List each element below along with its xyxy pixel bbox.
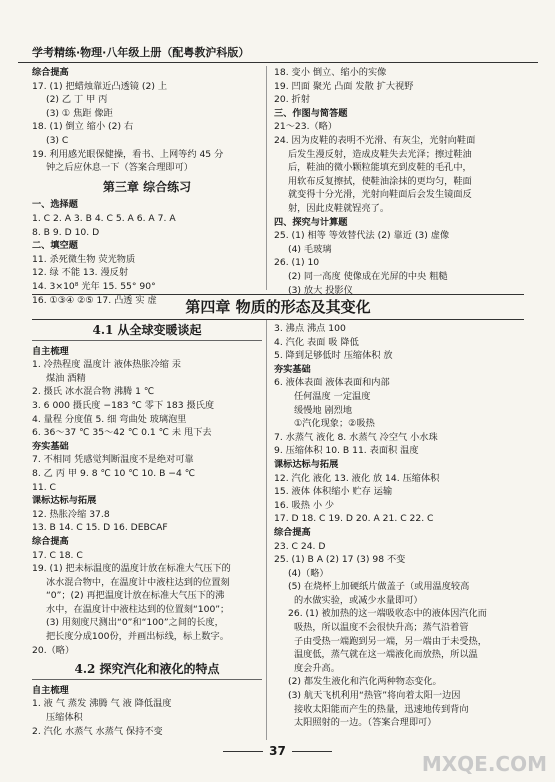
answer-line: 26. (1) 10 [274,257,320,269]
answer-line: 温度低，蒸气就在这一端液化而放热，所以温 [294,649,478,661]
answer-line: 6. 液体表面 液体表面和内部 [274,377,390,389]
answer-line: 20. 折射 [274,94,310,106]
answer-line: 16. 吸热 小 少 [274,499,335,511]
chapter3-answers [32,198,262,307]
page-number: 37 [0,744,555,758]
answer-line: (2) 同一高度 使像成在光屏的中央 粗糙 [288,270,448,282]
section-4-1-title: 4.1 从全球变暖谈起 [32,324,262,341]
answer-line: (3) ① 焦距 像距 [46,107,113,119]
section-label: 自主梳理 [32,684,69,696]
answer-line: 水中，在温度计中液柱达到的位置刻“100”； [46,603,230,615]
answer-line: 4. 量程 分度值 5. 细 弯曲处 玻璃泡里 [32,413,187,425]
section-label: 课标达标与拓展 [274,458,339,470]
answer-line: 24. 因为皮鞋的表明不光滑、有灰尘，光射向鞋面 [274,134,476,146]
answer-line: 压缩体积 [46,712,83,724]
answer-line: 12. 汽化 液化 13. 液化 放 14. 压缩体积 [274,472,440,484]
header-title: 学考精练·物理·八年级上册（配粤教沪科版） [32,46,250,59]
answer-line: (2) 都发生液化和汽化两种物态变化。 [288,676,442,688]
answer-line: 13. B 14. C 15. D 16. DEBCAF [32,522,168,534]
chapter4-banner [32,294,524,320]
answer-line: 7. 水蒸气 液化 8. 水蒸气 冷空气 小水珠 [274,431,438,443]
answer-line: 射，因此皮鞋就锃亮了。 [288,202,390,214]
section-label: 课标达标与拓展 [32,495,97,507]
answer-line: 3. 沸点 沸点 100 [274,323,346,334]
answer-line: 8. B 9. D 10. D [32,226,100,238]
answer-line: 17. D 18. C 19. D 20. A 21. C 22. C [274,513,434,525]
answer-line: 17. C 18. C [32,549,83,561]
section-label: 夯实基础 [274,363,311,375]
column-divider-lower [266,320,267,740]
answer-line: 接收太阳能而产生的热量，迅速地传到背向 [294,703,469,715]
answer-line: 12. 热胀冷缩 37.8 [32,508,110,520]
right-column [274,66,524,297]
answer-line: 把长度分成100份，并画出标线，标上数字。 [46,631,229,643]
section-4-2-answers [32,684,262,738]
answer-line: 1. 液 气 蒸发 沸腾 气 液 降低温度 [32,698,172,710]
answer-line: 后发生漫反射，造成皮鞋失去光泽；擦过鞋油 [288,148,472,160]
top-right-answers [274,66,524,297]
answer-line: “0”；(2) 再把温度计放在标准大气压下的沸 [46,590,225,602]
answer-line: 子由受热一端跑到另一端，另一端由于未受热， [294,635,487,647]
answer-line: ①汽化现象；②吸热 [294,418,375,430]
answer-line: 吸热，所以温度不会很快升高；蒸气沿着管 [294,622,469,634]
section-label: 综合提高 [32,535,69,547]
answer-line: (2) 乙 丁 甲 丙 [46,94,108,106]
answer-line: 18. 变小 倒立、缩小的实像 [274,67,387,78]
answer-line: 25. (1) 相等 等效替代法 (2) 靠近 (3) 虚像 [274,230,450,242]
top-left-answers [32,66,262,175]
answer-line: 11. C [32,481,56,493]
answer-line: 26. (1) 被加热的这一端吸收态中的液体因汽化而 [288,608,487,620]
answer-line: 9. 压缩体积 10. B 11. 表面积 温度 [274,445,419,457]
answer-line: 19. 利用感光眼保健操，看书、上网等约 45 分 [32,148,224,160]
section-4-2-title: 4.2 探究汽化和液化的特点 [32,663,262,680]
answer-line: 19. 凹面 聚光 凸面 发散 扩大视野 [274,80,414,92]
answer-line: 21～23.（略） [274,121,338,133]
answer-line: 18. (1) 倒立 缩小 (2) 右 [32,121,134,133]
section-label: 自主梳理 [32,345,69,357]
answer-line: 2. 摄氏 冰水混合物 沸腾 1 ℃ [32,386,155,398]
bottom-right-answers [274,322,524,730]
answer-line: 1. C 2. A 3. B 4. C 5. A 6. A 7. A [32,212,176,224]
answer-line: (5) 在烧杯上加硬纸片做盖子（或用温度较高 [288,581,470,593]
section-label: 夯实基础 [32,440,69,452]
answer-line: 太阳照射的一边。（答案合理即可） [294,717,437,729]
answer-line: 11. 杀死微生物 荧光物质 [32,253,136,265]
section-label: 综合提高 [274,526,311,538]
answer-line: (4) 毛玻璃 [288,243,332,255]
page-header [18,42,538,63]
answer-line: 的水做实验，或减少水量即可） [294,594,423,606]
answer-line: 2. 汽化 水蒸气 水蒸气 保持不变 [32,725,163,737]
left-column-lower [32,322,262,738]
answer-line: (3) 航天飞机利用“热管”将向着太阳一边因 [288,690,461,702]
answer-line: 任何温度 一定温度 [294,390,371,402]
answer-line: 7. 不相同 凭感觉判断温度不是绝对可靠 [32,454,194,466]
answer-line: (3) C [46,134,69,146]
answer-line: 12. 绿 不能 13. 漫反射 [32,267,129,279]
section-label: 综合提高 [32,67,69,78]
answer-line: 1. 冷热程度 温度计 液体热胀冷缩 汞 [32,359,182,371]
answer-line: 8. 乙 丙 甲 9. 8 ℃ 10 ℃ 10. B −4 ℃ [32,467,196,479]
answer-line: 钟之后应休息一下（答案合理即可） [46,162,193,174]
answer-line: 17. (1) 把蜡烛靠近凸透镜 (2) 上 [32,80,168,92]
answer-line: 15. 液体 体积缩小 贮存 运输 [274,486,393,498]
answer-line: 20.（略） [32,644,75,656]
answer-line: 后，鞋油的微小颗粒能填充到皮鞋的毛孔中， [288,162,472,174]
chapter4-title: 第四章 物质的形态及其变化 [185,298,371,316]
answer-line: 6. 36～37 ℃ 35～42 ℃ 0.1 ℃ 未 甩下去 [32,427,212,439]
answer-line: 冰水混合物中，在温度计中液柱达到的位置刻 [46,576,230,588]
answer-line: (3) 放大 投影仪 [288,284,353,296]
section-label: 三、作图与简答题 [274,107,348,119]
answer-line: 5. 降到足够低时 压缩体积 放 [274,350,393,362]
answer-line: (4)（略） [288,567,329,579]
watermark-logo: MXQE.COM [421,752,547,776]
section-label: 二、填空题 [32,240,78,252]
answer-line: 14. 3×10⁸ 光年 15. 55° 90° [32,280,156,292]
answer-line: 煤油 酒精 [46,372,86,384]
answer-line: 4. 汽化 表面 吸 降低 [274,336,359,348]
answer-line: 就变得十分光滑，光射向鞋面后会发生镜面反 [288,189,472,201]
answer-line: 19. (1) 把未标温度的温度计放在标准大气压下的 [32,563,231,575]
chapter3-title: 第三章 综合练习 [102,179,192,194]
answer-line: 23. C 24. D [274,540,326,552]
section-4-1-answers [32,345,262,658]
answer-line: 度会升高。 [294,662,340,674]
answer-line: 3. 6 000 摄氏度 −183 ℃ 零下 183 摄氏度 [32,399,215,411]
answer-line: 用软布反复擦拭，使鞋油涂抹的更均匀，鞋面 [288,175,472,187]
section-label: 一、选择题 [32,199,78,211]
answer-line: 25. (1) B A (2) 17 (3) 98 不变 [274,554,406,566]
answer-line: 16. ①③④ ②⑤ 17. 凸透 实 虚 [32,294,157,306]
column-divider [266,66,267,290]
left-column [32,66,262,307]
answer-line: 缓慢地 剧烈地 [294,404,353,416]
right-column-lower [274,322,524,730]
answer-line: (3) 用刻度尺测出“0”和“100”之间的长度， [46,617,224,629]
section-label: 四、探究与计算题 [274,216,348,228]
